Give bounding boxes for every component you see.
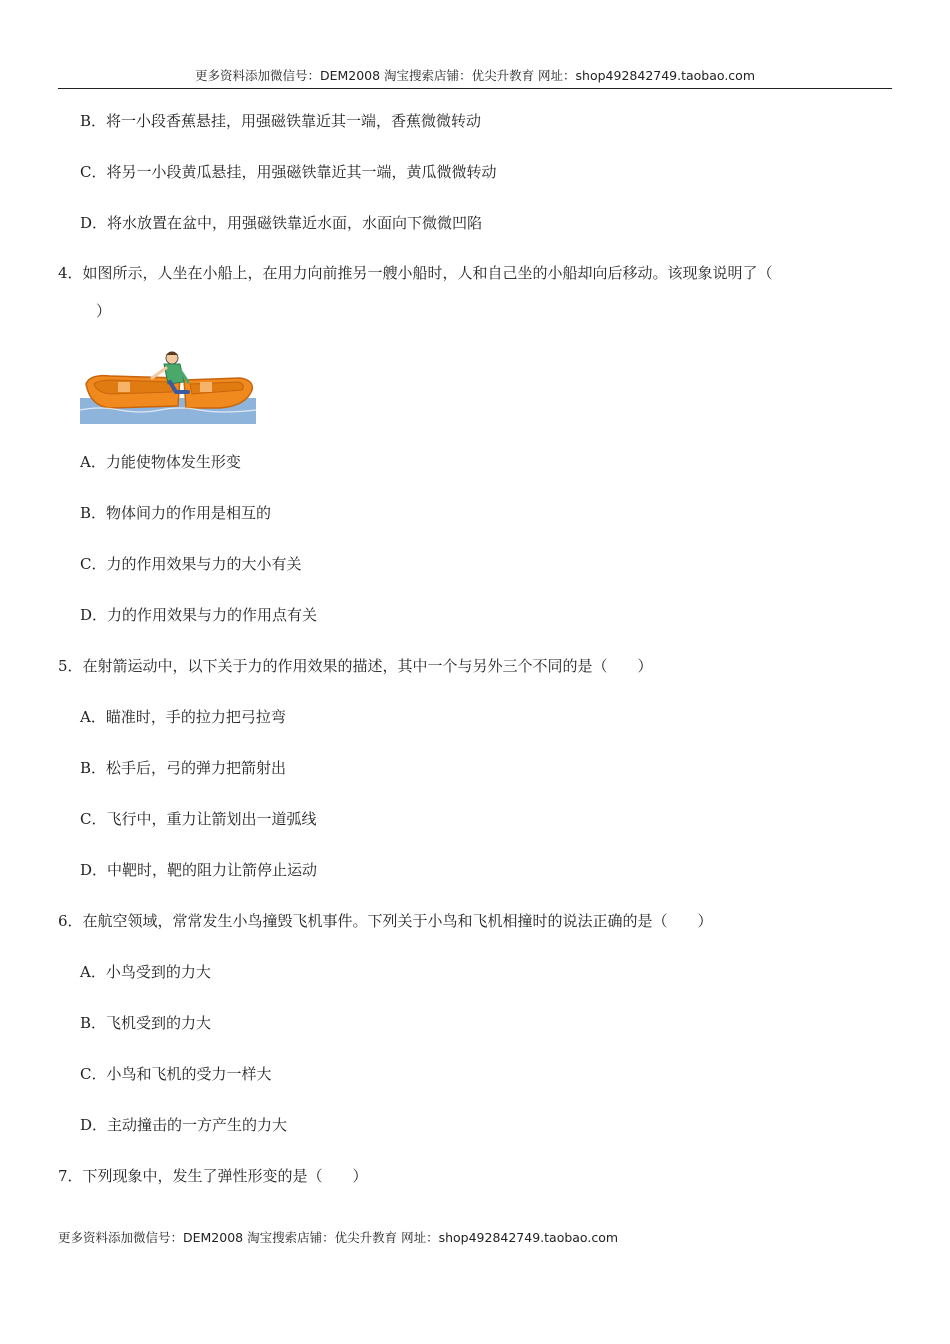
q6-option-b: B．飞机受到的力大: [80, 1014, 212, 1032]
q5-option-c: C．飞行中，重力让箭划出一道弧线: [80, 810, 317, 828]
person-boat-seat: [200, 382, 212, 392]
q7-stem: 7．下列现象中，发生了弹性形变的是（ ）: [58, 1167, 368, 1185]
q3-option-d: D．将水放置在盆中，用强磁铁靠近水面，水面向下微微凹陷: [80, 214, 483, 232]
page-footer: 更多资料添加微信号：DEM2008 淘宝搜索店铺：优尖升教育 网址：shop492842749.taobao.com: [58, 1230, 619, 1245]
q5-stem: 5．在射箭运动中，以下关于力的作用效果的描述，其中一个与另外三个不同的是（ ）: [58, 657, 653, 675]
boat-push-illustration: [80, 348, 256, 424]
q4-option-c: C．力的作用效果与力的大小有关: [80, 555, 302, 573]
q6-option-c: C．小鸟和飞机的受力一样大: [80, 1065, 272, 1083]
q6-option-a: A．小鸟受到的力大: [80, 963, 211, 981]
q3-option-c: C．将另一小段黄瓜悬挂，用强磁铁靠近其一端，黄瓜微微转动: [80, 163, 497, 181]
q4-stem: 4．如图所示，人坐在小船上，在用力向前推另一艘小船时，人和自己坐的小船却向后移动。该现象说明了（: [58, 264, 773, 282]
q5-option-b: B．松手后，弓的弹力把箭射出: [80, 759, 287, 777]
person-arm-pushing: [152, 368, 166, 378]
pushed-boat-seat: [118, 382, 130, 392]
q4-option-d: D．力的作用效果与力的作用点有关: [80, 606, 318, 624]
q6-option-d: D．主动撞击的一方产生的力大: [80, 1116, 288, 1134]
page-header: 更多资料添加微信号：DEM2008 淘宝搜索店铺：优尖升教育 网址：shop492842749.taobao.com: [58, 66, 892, 89]
q4-stem-continuation: ）: [96, 302, 112, 320]
q4-option-b: B．物体间力的作用是相互的: [80, 504, 272, 522]
pushed-boat-interior: [94, 380, 174, 394]
q5-option-a: A．瞄准时，手的拉力把弓拉弯: [80, 708, 286, 726]
q5-option-d: D．中靶时，靶的阻力让箭停止运动: [80, 861, 318, 879]
q4-option-a: A．力能使物体发生形变: [80, 453, 241, 471]
person-hair: [166, 352, 178, 356]
q6-stem: 6．在航空领域，常常发生小鸟撞毁飞机事件。下列关于小鸟和飞机相撞时的说法正确的是（ ）: [58, 912, 713, 930]
q3-option-b: B．将一小段香蕉悬挂，用强磁铁靠近其一端，香蕉微微转动: [80, 112, 482, 130]
